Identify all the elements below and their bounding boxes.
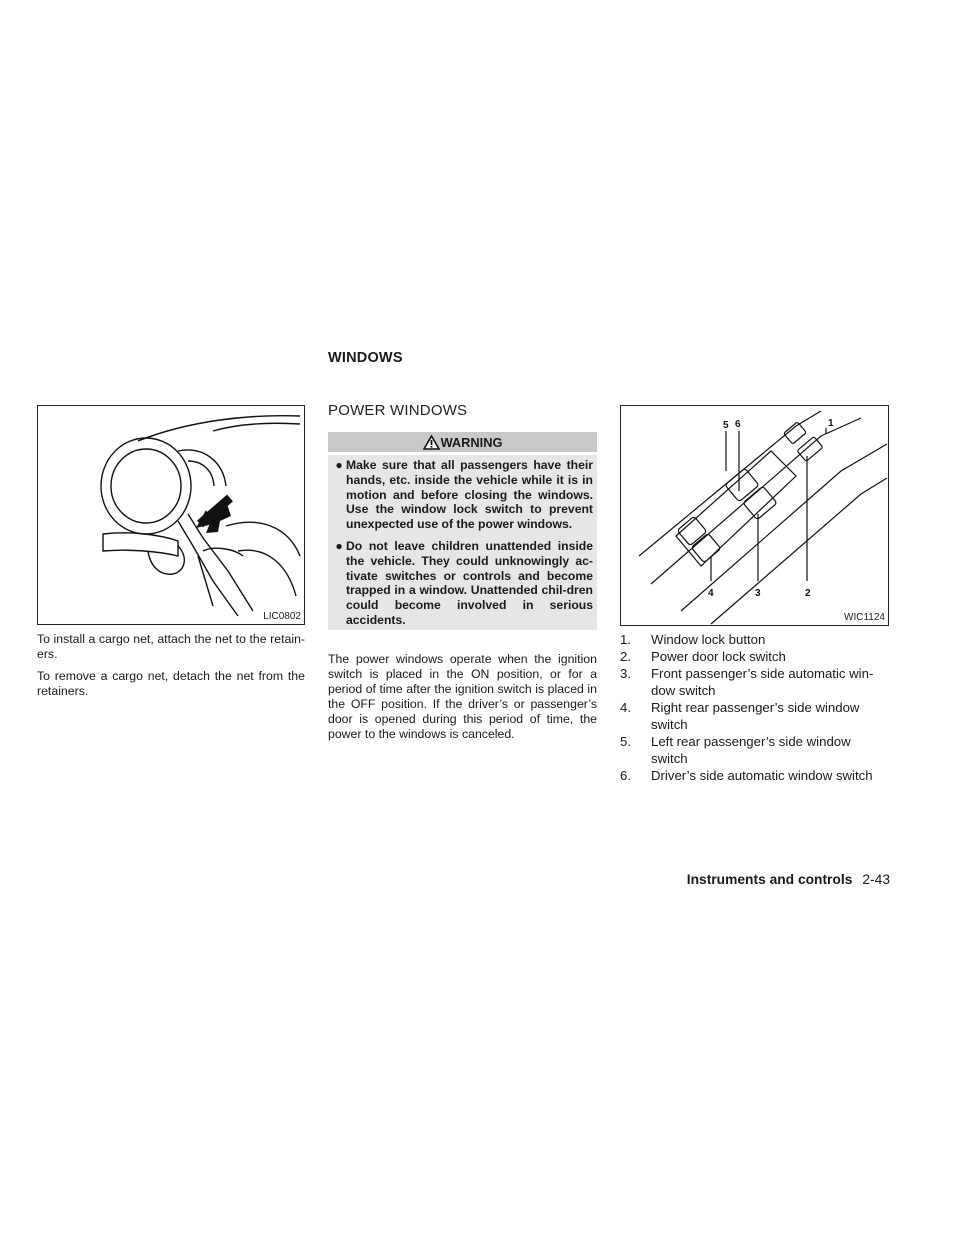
- callout-4: 4: [708, 588, 714, 599]
- page-footer: [687, 872, 890, 887]
- warning-title: WARNING: [440, 434, 503, 450]
- list-text: Power door lock switch: [651, 649, 786, 664]
- warning-body: [328, 455, 597, 630]
- callout-6: 6: [735, 419, 741, 430]
- remove-instruction: To remove a cargo net, detach the net from the retainers.: [37, 669, 305, 698]
- list-number: 1.: [620, 632, 631, 647]
- list-number: 6.: [620, 768, 631, 783]
- page-number: 2-43: [862, 872, 890, 887]
- window-switch-figure: [620, 405, 889, 626]
- list-item: [620, 631, 890, 648]
- list-text: Right rear passenger’s side window switch: [651, 700, 860, 732]
- list-item: [620, 648, 890, 665]
- list-number: 4.: [620, 700, 631, 715]
- callout-1: 1: [828, 418, 834, 429]
- figure-code: LIC0802: [263, 611, 301, 622]
- window-switch-illustration: [621, 406, 888, 625]
- list-item: [620, 767, 890, 784]
- list-number: 5.: [620, 734, 631, 749]
- warning-triangle-icon: [423, 435, 440, 450]
- list-item: [620, 733, 890, 767]
- power-windows-heading: POWER WINDOWS: [328, 402, 468, 419]
- list-item: [620, 665, 890, 699]
- warning-box: [328, 432, 597, 630]
- footer-section-name: Instruments and controls: [686, 872, 853, 887]
- cargo-net-retainer-illustration: [38, 406, 304, 624]
- section-title: WINDOWS: [328, 350, 403, 366]
- list-text: Window lock button: [651, 632, 766, 647]
- list-number: 2.: [620, 649, 631, 664]
- list-text: Left rear passenger’s side window switch: [651, 734, 851, 766]
- list-number: 3.: [620, 666, 631, 681]
- callout-2: 2: [805, 588, 811, 599]
- list-text: Driver’s side automatic window switch: [651, 768, 873, 783]
- warning-item-text: Make sure that all passengers have their hands, etc. inside the vehicle while it is in motion and before closing the windows. Use the window lock switch to prevent unexpected use of the power windows.: [346, 458, 593, 532]
- warning-item: [332, 539, 593, 628]
- warning-item: [332, 458, 593, 532]
- bullet-icon: ●: [335, 458, 343, 472]
- warning-item-text: Do not leave children unattended inside the vehicle. They could unknowingly ac-tivate switches or controls and become trapped in a window. Unattended chil-dren could become involved in serious accidents.: [346, 538, 593, 627]
- figure-code: WIC1124: [844, 612, 885, 623]
- cargo-net-retainer-figure: [37, 405, 305, 625]
- list-text: Front passenger’s side automatic win-dow switch: [651, 666, 874, 698]
- install-instruction: To install a cargo net, attach the net to the retain-ers.: [37, 632, 305, 661]
- bullet-icon: ●: [335, 538, 343, 553]
- callout-3: 3: [755, 588, 761, 599]
- switch-legend-list: [620, 631, 890, 784]
- warning-header: [328, 432, 597, 452]
- power-windows-description: The power windows operate when the ignition switch is placed in the ON position, or for a period of time after the ignition switch is placed in the OFF position. If the driver’s or passenger’s door is opened during this period of time, the power to the windows is canceled.: [328, 652, 597, 741]
- callout-5: 5: [723, 420, 729, 431]
- list-item: [620, 699, 890, 733]
